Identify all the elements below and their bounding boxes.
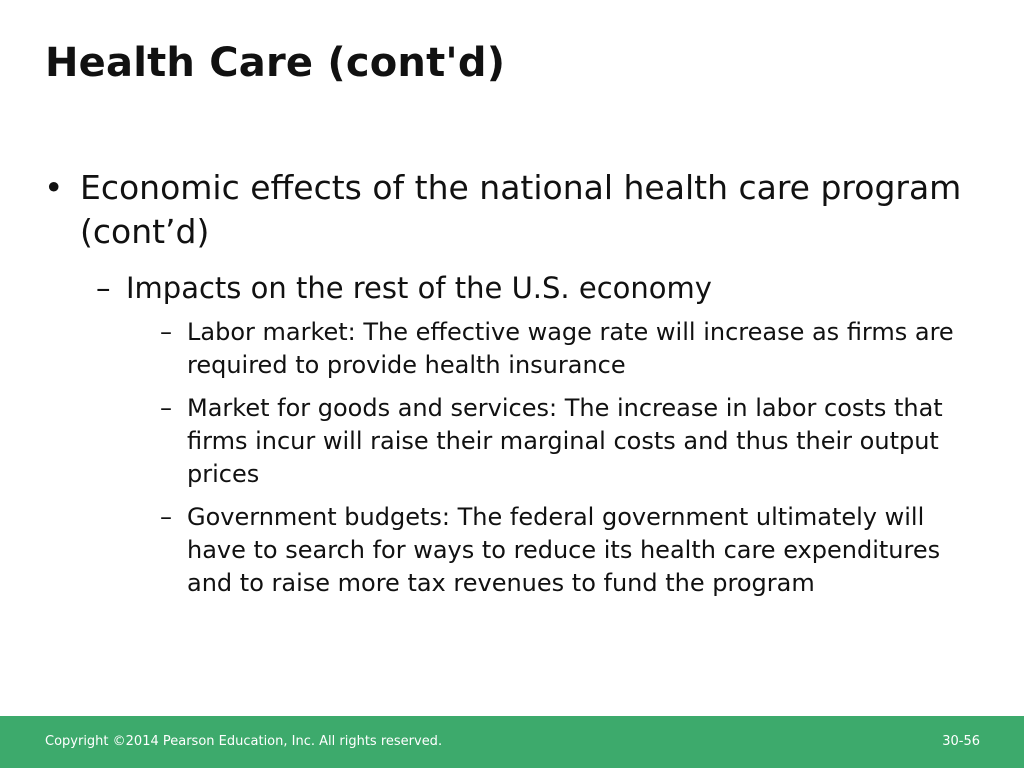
copyright-text: Copyright ©2014 Pearson Education, Inc. All rights reserved. bbox=[45, 734, 443, 749]
sub-bullet-text: Labor market: The effective wage rate will increase as firms are required to provide health insurance bbox=[187, 318, 954, 379]
bullet-level-1 bbox=[44, 166, 980, 254]
bullet-level-2 bbox=[96, 269, 986, 307]
bullet-dot-icon: • bbox=[44, 168, 64, 207]
footer-bar bbox=[0, 716, 1024, 768]
slide-number: 30-56 bbox=[942, 734, 980, 749]
bullet-level-1-text: Economic effects of the national health care program (cont’d) bbox=[80, 168, 962, 251]
dash-icon: – bbox=[160, 503, 172, 531]
bullet-level-2-text: Impacts on the rest of the U.S. economy bbox=[126, 271, 712, 305]
sub-bullet-government-budgets bbox=[160, 501, 987, 600]
dash-icon: – bbox=[160, 394, 172, 422]
sub-bullet-labor-market bbox=[160, 316, 987, 382]
sub-bullet-goods-services bbox=[160, 392, 987, 491]
slide-title: Health Care (cont'd) bbox=[45, 40, 506, 86]
sub-bullet-text: Market for goods and services: The increase in labor costs that firms incur will raise their marginal costs and thus their output prices bbox=[187, 394, 943, 488]
dash-icon: – bbox=[160, 318, 172, 346]
sub-bullet-text: Government budgets: The federal government ultimately will have to search for ways to reduce its health care expenditures and to raise more tax revenues to fund the program bbox=[187, 503, 941, 597]
dash-icon: – bbox=[96, 271, 111, 305]
